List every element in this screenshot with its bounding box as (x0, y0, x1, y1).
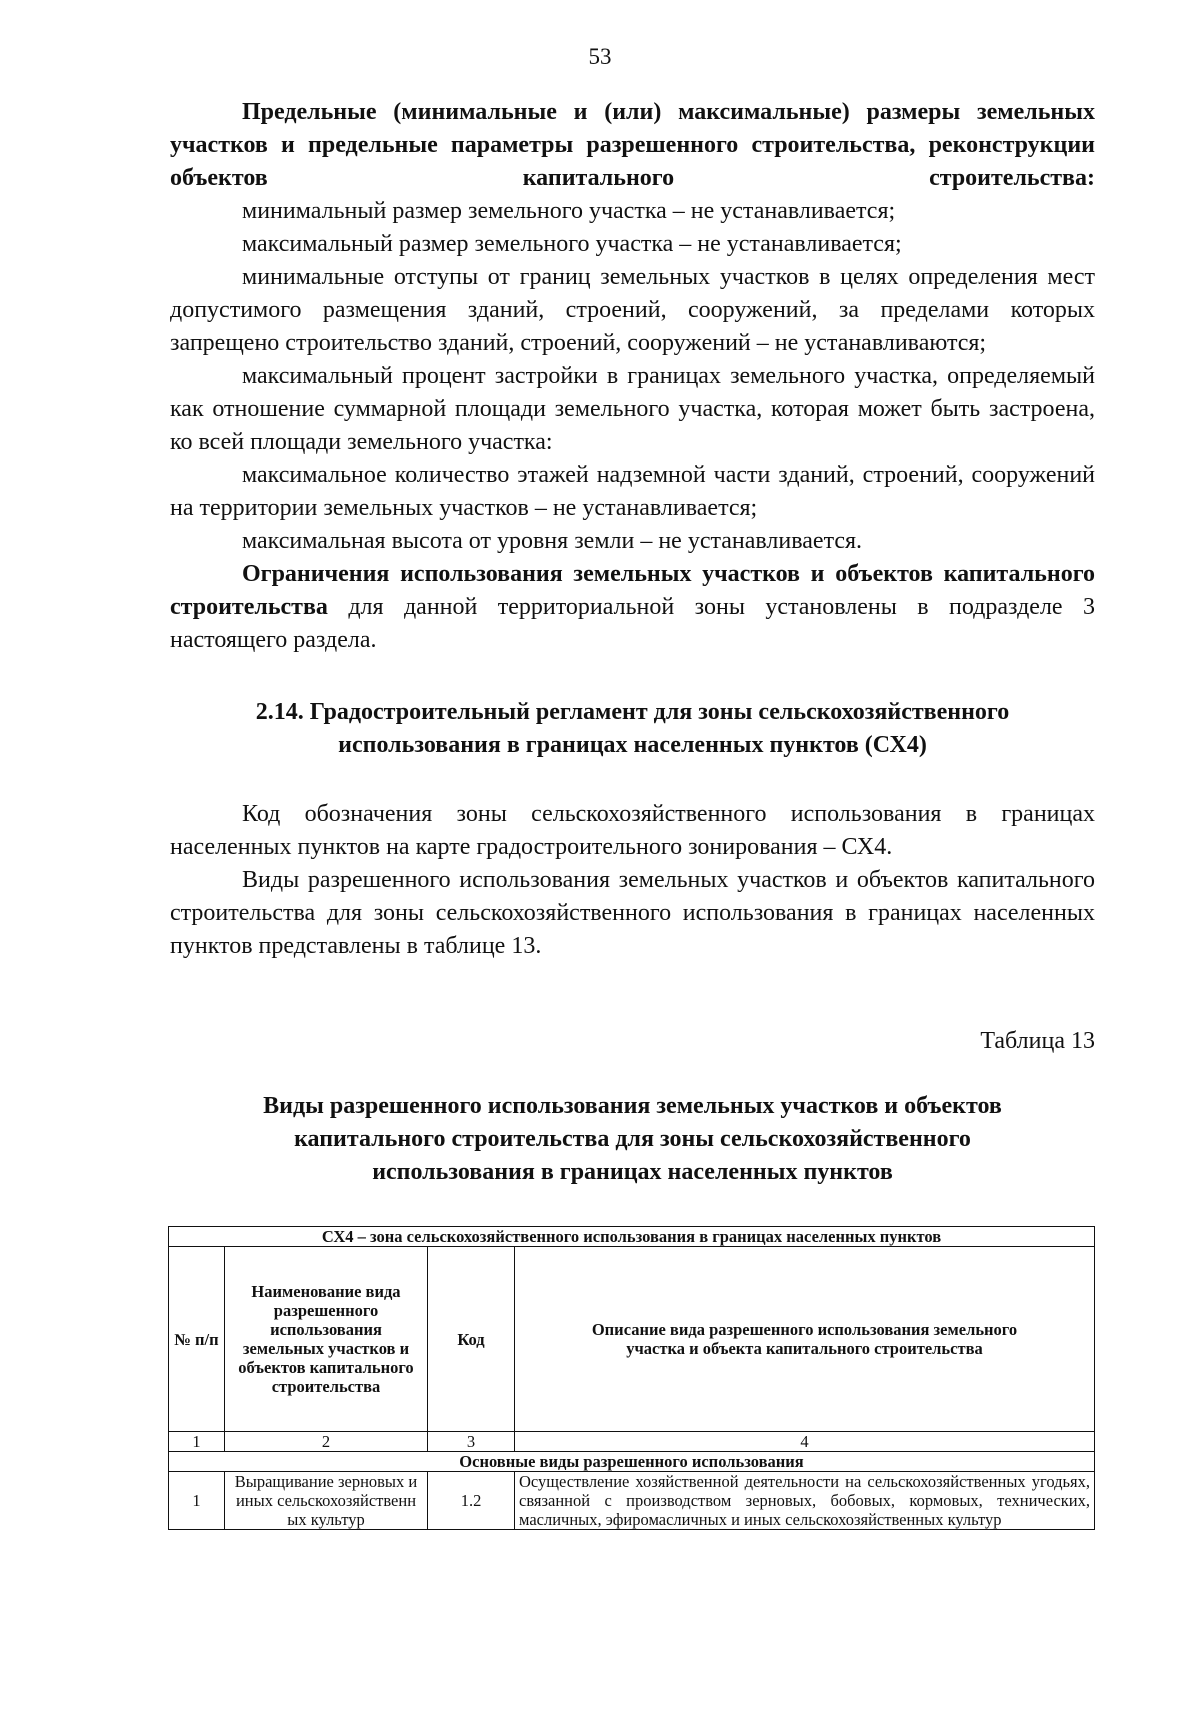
limits-heading: Предельные (минимальные и (или) максимальные) размеры земельных участков и предельные параметры разрешенного строительства, реконструкции объектов капитального строительства: (170, 99, 1095, 191)
limit-item-min-size: минимальный размер земельного участка – не устанавливается; (242, 198, 896, 224)
restrictions-rest: для данной территориальной зоны установлены в подразделе 3 настоящего раздела. (170, 594, 1095, 653)
page-number: 53 (588, 44, 612, 69)
col-header-name: Наименование вида разрешенного использования земельных участков и объектов капитального строительства (225, 1247, 428, 1432)
col-index-2: 2 (225, 1432, 428, 1452)
limit-item-floors: максимальное количество этажей надземной части зданий, строений, сооружений на территории земельных участков – не устанавливается; (170, 462, 1095, 521)
permitted-uses-table (168, 1226, 1095, 1530)
table-title-line2: капитального строительства для зоны сельскохозяйственного (294, 1126, 971, 1152)
col-header-code: Код (428, 1247, 515, 1432)
limits-section (170, 96, 1095, 657)
row-desc: Осуществление хозяйственной деятельности на сельскохозяйственных угодьях, связанной с производством зерновых, бобовых, кормовых, технических, масличных, эфиромасличных и иных сельскохозяйственных культур (515, 1472, 1095, 1530)
table-title-line3: использования в границах населенных пунктов (372, 1159, 893, 1185)
section-title-line1: 2.14. Градостроительный регламент для зоны сельскохозяйственного (255, 699, 1010, 725)
col-index-3: 3 (428, 1432, 515, 1452)
section-title (170, 696, 1095, 762)
limit-item-setbacks: минимальные отступы от границ земельных участков в целях определения мест допустимого размещения зданий, строений, сооружений, за пределами которых запрещено строительство зданий, строений, сооружений – не устанавливаются; (170, 264, 1095, 356)
column-header-row (169, 1247, 1095, 1432)
permitted-uses-paragraph: Виды разрешенного использования земельных участков и объектов капитального строительства для зоны сельскохозяйственного использования в границах населенных пунктов представлены в таблице 13. (170, 867, 1095, 959)
row-code: 1.2 (428, 1472, 515, 1530)
section-title-line2: использования в границах населенных пунктов (СХ4) (338, 732, 927, 758)
col-index-1: 1 (169, 1432, 225, 1452)
table-title (170, 1090, 1095, 1189)
zone-header-row (169, 1227, 1095, 1247)
restrictions-paragraph (170, 558, 1095, 657)
table-row (169, 1472, 1095, 1530)
table-title-line1: Виды разрешенного использования земельных участков и объектов (263, 1093, 1002, 1119)
restrictions-bold: Ограничения использования земельных участков и объектов капитального строительства (170, 561, 1095, 620)
col-index-4: 4 (515, 1432, 1095, 1452)
section-body (170, 798, 1095, 963)
row-num: 1 (169, 1472, 225, 1530)
col-header-num: № п/п (169, 1247, 225, 1432)
row-name: Выращивание зерновых и иных сельскохозяйственн ых культур (225, 1472, 428, 1530)
limit-item-height: максимальная высота от уровня земли – не устанавливается. (242, 528, 863, 554)
table-label: Таблица 13 (980, 1028, 1095, 1054)
zone-code-paragraph: Код обозначения зоны сельскохозяйственного использования в границах населенных пунктов на карте градостроительного зонирования – СХ4. (170, 801, 1095, 860)
col-header-desc: Описание вида разрешенного использования земельного участка и объекта капитального строительства (515, 1247, 1095, 1432)
limit-item-max-size: максимальный размер земельного участка – не устанавливается; (242, 231, 902, 257)
limit-item-coverage: максимальный процент застройки в границах земельного участка, определяемый как отношение суммарной площади земельного участка, которая может быть застроена, ко всей площади земельного участка: (170, 363, 1095, 455)
group-main-cell: Основные виды разрешенного использования (169, 1452, 1095, 1472)
column-index-row (169, 1432, 1095, 1452)
zone-header-cell: СХ4 – зона сельскохозяйственного использования в границах населенных пунктов (169, 1227, 1095, 1247)
group-row-main (169, 1452, 1095, 1472)
